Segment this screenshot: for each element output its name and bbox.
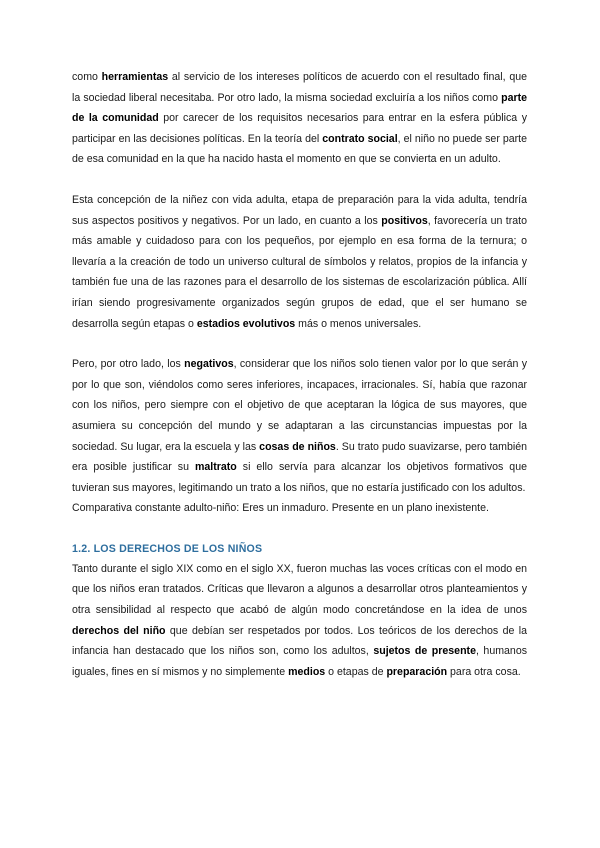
text-segment: . Su trato pudo suavizarse, pero también era posible justificar su bbox=[72, 440, 528, 474]
bold-term-derechos-del-nino: derechos del niño bbox=[72, 624, 166, 637]
bold-term-contrato-social: contrato social bbox=[322, 132, 398, 145]
bold-term-negativos: negativos bbox=[184, 358, 234, 371]
text-segment: como bbox=[72, 71, 102, 83]
text-segment: o etapas de bbox=[325, 665, 387, 678]
bold-term-parte-de-la-comunidad: parte de la comunidad bbox=[72, 91, 527, 125]
section-paragraph bbox=[72, 559, 527, 683]
text-segment: más o menos universales. bbox=[295, 317, 422, 330]
paragraph-2 bbox=[72, 190, 527, 334]
bold-term-sujetos-de-presente: sujetos de presente bbox=[373, 645, 476, 658]
text-segment: , humanos iguales, fines en sí mismos y no simplemente bbox=[72, 645, 528, 678]
bold-term-cosas-de-ninos: cosas de niños bbox=[259, 440, 336, 453]
bold-term-maltrato: maltrato bbox=[194, 461, 237, 474]
bold-term-positivos: positivos bbox=[381, 214, 428, 227]
text-segment: al servicio de los intereses políticos de acuerdo con el resultado final, que la sociedad liberal necesitaba. Por otro lado, la misma sociedad excluiría a los niños como bbox=[72, 71, 527, 104]
paragraph-spacer bbox=[72, 334, 527, 354]
bold-term-estadios-evolutivos: estadios evolutivos bbox=[196, 317, 296, 330]
bold-term-preparacion: preparación bbox=[386, 665, 448, 678]
text-segment: Tanto durante el siglo XIX como en el siglo XX, fueron muchas las voces críticas con el modo en que los niños eran tratados. Críticas que llevaron a algunos a desarrollar otros planteamientos y otra sensibilidad al respecto que acabó de algún modo concretándose en la idea de unos bbox=[72, 562, 527, 617]
section-heading: 1.2. LOS DERECHOS DE LOS NIÑOS bbox=[72, 542, 263, 555]
bold-term-medios: medios bbox=[288, 665, 326, 678]
document-page bbox=[72, 67, 527, 682]
text-segment: para otra cosa. bbox=[447, 665, 521, 678]
paragraph-1 bbox=[72, 67, 527, 170]
text-segment: , favorecería un trato más amable y cuidadoso para con los pequeños, por ejemplo en esa forma de la ternura; o llevaría a la creación de todo un universo cultural de símbolos y relatos, propios de la infancia y también fue una de las razones para el desarrollo de los sistemas de escolarización pública. Allí irían siendo progresivamente organizados según grupos de edad, que el ser humano se desarrolla según etapas o bbox=[72, 214, 528, 330]
paragraph-spacer bbox=[72, 170, 527, 190]
bold-term-herramientas: herramientas bbox=[101, 71, 169, 83]
text-segment: Pero, por otro lado, los bbox=[72, 358, 185, 371]
paragraph-3 bbox=[72, 354, 527, 498]
comparativa-line: Comparativa constante adulto-niño: Eres un inmaduro. Presente en un plano inexistente. bbox=[72, 502, 489, 515]
text-segment: Esta concepción de la niñez con vida adulta, etapa de preparación para la vida adulta, tendría sus aspectos positivos y negativos. Por un lado, en cuanto a los bbox=[72, 193, 527, 227]
text-segment: que debían ser respetados por todos. Los teóricos de los derechos de la infancia han destacado que los niños son, como los adultos, bbox=[72, 624, 527, 658]
text-segment: , considerar que los niños solo tienen valor por lo que serán y por lo que son, viéndolos como seres inferiores, incapaces, irracionales. Sí, había que razonar con los niños, pero siempre con el objetivo de que aceptaran la lógica de sus mayores, que asumiera su concepción del mundo y se adaptaran a las circunstancias impuestas por la sociedad. Su lugar, era la escuela y las bbox=[72, 358, 527, 453]
text-segment: , el niño no puede ser parte de esa comunidad en la que ha nacido hasta el momento en que se convierta en un adulto. bbox=[72, 132, 528, 166]
text-segment: por carecer de los requisitos necesarios para entrar en la esfera pública y participar en las decisiones políticas. En la teoría del bbox=[72, 112, 528, 145]
text-segment: si ello servía para alcanzar los objetivos formativos que tuvieran sus mayores, legitimando un trato a los niños, que no estaría justificado con los adultos. bbox=[72, 461, 527, 494]
